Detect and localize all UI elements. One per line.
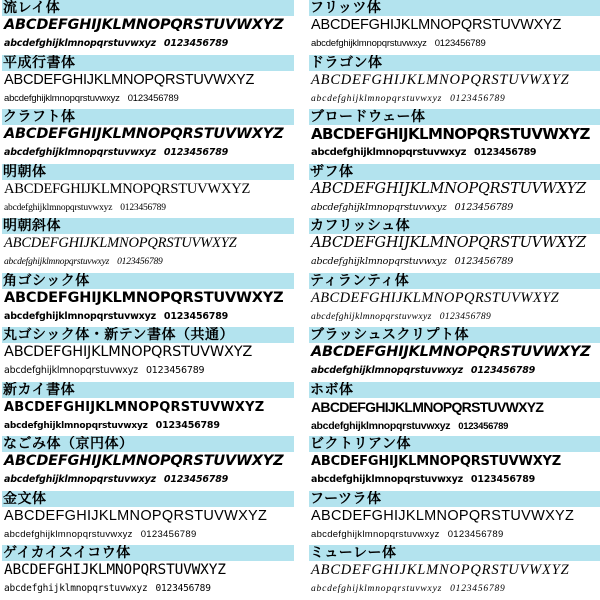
lowercase-sample: abcdefghijklmnopqrstuvwxyz: [4, 474, 156, 485]
lowercase-sample-line: [309, 144, 600, 162]
font-name-label: 新カイ書体: [2, 382, 294, 398]
lowercase-sample: abcdefghijklmnopqrstuvwxyz: [4, 202, 113, 213]
font-column-right: [309, 0, 600, 600]
font-sample: [309, 382, 600, 437]
font-name-label: クラフト体: [2, 109, 294, 125]
font-sample: [2, 382, 294, 437]
lowercase-sample: abcdefghijklmnopqrstuvwxyz: [4, 92, 120, 104]
lowercase-sample-line: [309, 199, 600, 217]
uppercase-sample: ABCDEFGHIJKLMNOPQRSTUVWXYZ: [311, 180, 586, 197]
lowercase-sample: abcdefghijklmnopqrstuvwxyz: [311, 419, 451, 432]
uppercase-sample: ABCDEFGHIJKLMNOPQRSTUVWXYZ: [311, 562, 570, 578]
font-sample: [309, 164, 600, 219]
lowercase-sample-line: [2, 362, 294, 380]
digits-sample: 0123456789: [163, 147, 229, 158]
digits-sample: 0123456789: [458, 420, 509, 432]
lowercase-sample-line: [2, 144, 294, 162]
font-sample: [309, 491, 600, 546]
lowercase-sample: abcdefghijklmnopqrstuvwxyz: [311, 584, 443, 594]
font-name-label: 角ゴシック体: [2, 273, 294, 289]
digits-sample: 0123456789: [450, 93, 506, 104]
uppercase-sample: ABCDEFGHIJKLMNOPQRSTUVWXYZ: [4, 507, 268, 524]
uppercase-sample: ABCDEFGHIJKLMNOPQRSTUVWXYZ: [4, 235, 237, 251]
uppercase-sample: ABCDEFGHIJKLMNOPQRSTUVWXYZ: [311, 125, 590, 143]
lowercase-sample: abcdefghijklmnopqrstuvwxyz: [4, 420, 148, 431]
lowercase-sample-line: [2, 526, 294, 544]
digits-sample: 0123456789: [474, 147, 537, 158]
lowercase-sample: abcdefghijklmnopqrstuvwxyz: [4, 528, 133, 540]
lowercase-sample-line: [2, 580, 294, 598]
digits-sample: 0123456789: [470, 474, 536, 485]
uppercase-sample: ABCDEFGHIJKLMNOPQRSTUVWXYZ: [4, 344, 253, 360]
lowercase-sample: abcdefghijklmnopqrstuvwxyz: [4, 38, 156, 49]
font-sample: [309, 109, 600, 164]
font-name-label: ホボ体: [309, 382, 600, 398]
font-sample: [2, 109, 294, 164]
font-name-label: カフリッシュ体: [309, 218, 600, 234]
lowercase-sample-line: [2, 253, 294, 271]
lowercase-sample: abcdefghijklmnopqrstuvwxyz: [311, 528, 440, 540]
uppercase-sample: ABCDEFGHIJKLMNOPQRSTUVWXYZ: [4, 71, 255, 88]
digits-sample: 0123456789: [145, 365, 205, 376]
digits-sample: 0123456789: [155, 583, 211, 594]
font-sample: [2, 545, 294, 600]
font-sample: [2, 436, 294, 491]
lowercase-sample-line: [309, 308, 600, 326]
font-name-label: ビクトリアン体: [309, 436, 600, 452]
digits-sample: 0123456789: [117, 257, 163, 267]
digits-sample: 0123456789: [163, 310, 229, 322]
lowercase-sample: abcdefghijklmnopqrstuvwxyz: [311, 201, 447, 213]
digits-sample: 0123456789: [450, 584, 506, 594]
digits-sample: 0123456789: [140, 528, 197, 540]
uppercase-sample: ABCDEFGHIJKLMNOPQRSTUVWXYZ: [4, 180, 251, 197]
lowercase-sample: abcdefghijklmnopqrstuvwxyz: [311, 256, 447, 267]
lowercase-sample: abcdefghijklmnopqrstuvwxyz: [311, 311, 432, 322]
digits-sample: 0123456789: [470, 365, 536, 376]
lowercase-sample: abcdefghijklmnopqrstuvwxyz: [311, 38, 427, 49]
digits-sample: 0123456789: [447, 528, 504, 540]
font-sample: [309, 273, 600, 328]
lowercase-sample-line: [309, 526, 600, 544]
uppercase-sample: ABCDEFGHIJKLMNOPQRSTUVWXYZ: [311, 507, 575, 524]
lowercase-sample-line: [309, 90, 600, 108]
font-name-label: ブロードウェー体: [309, 109, 600, 125]
font-sample: [309, 327, 600, 382]
font-sample: [309, 55, 600, 110]
font-sample: [2, 55, 294, 110]
font-sample: [2, 0, 294, 55]
digits-sample: 0123456789: [127, 92, 179, 104]
lowercase-sample-line: [2, 417, 294, 435]
lowercase-sample: abcdefghijklmnopqrstuvwxyz: [311, 365, 463, 376]
font-name-label: ブラッシュスクリプト体: [309, 327, 600, 343]
font-name-label: 丸ゴシック体・新テン書体（共通）: [2, 327, 294, 343]
lowercase-sample: abcdefghijklmnopqrstuvwxyz: [4, 365, 138, 376]
font-name-label: なごみ体（京円体）: [2, 436, 294, 452]
font-name-label: ミューレー体: [309, 545, 600, 561]
font-sample: [2, 164, 294, 219]
digits-sample: 0123456789: [434, 38, 486, 49]
lowercase-sample-line: [2, 90, 294, 108]
font-name-label: ティランティ体: [309, 273, 600, 289]
uppercase-sample: ABCDEFGHIJKLMNOPQRSTUVWXYZ: [311, 454, 561, 469]
uppercase-sample: ABCDEFGHIJKLMNOPQRSTUVWXYZ: [311, 398, 544, 415]
lowercase-sample-line: [309, 362, 600, 380]
font-column-left: [2, 0, 294, 600]
font-name-label: フーツラ体: [309, 491, 600, 507]
lowercase-sample: abcdefghijklmnopqrstuvwxyz: [311, 93, 443, 104]
uppercase-sample: ABCDEFGHIJKLMNOPQRSTUVWXYZ: [4, 289, 284, 306]
uppercase-sample: ABCDEFGHIJKLMNOPQRSTUVWXYZ: [311, 71, 570, 88]
lowercase-sample: abcdefghijklmnopqrstuvwxyz: [4, 257, 110, 267]
uppercase-sample: ABCDEFGHIJKLMNOPQRSTUVWXYZ: [311, 235, 586, 251]
lowercase-sample-line: [309, 471, 600, 489]
font-name-label: ザフ体: [309, 164, 600, 180]
font-name-label: 明朝体: [2, 164, 294, 180]
digits-sample: 0123456789: [155, 419, 220, 431]
lowercase-sample-line: [2, 199, 294, 217]
digits-sample: 0123456789: [439, 311, 492, 322]
font-sample: [2, 327, 294, 382]
lowercase-sample: abcdefghijklmnopqrstuvwxyz: [4, 583, 148, 594]
digits-sample: 0123456789: [454, 201, 514, 213]
digits-sample: 0123456789: [454, 256, 514, 267]
digits-sample: 0123456789: [120, 202, 166, 213]
lowercase-sample: abcdefghijklmnopqrstuvwxyz: [4, 147, 156, 158]
digits-sample: 0123456789: [163, 38, 229, 49]
font-name-label: 金文体: [2, 491, 294, 507]
font-sample: [309, 545, 600, 600]
font-name-label: 明朝斜体: [2, 218, 294, 234]
lowercase-sample-line: [309, 580, 600, 598]
lowercase-sample-line: [309, 253, 600, 271]
digits-sample: 0123456789: [163, 474, 229, 485]
lowercase-sample-line: [309, 35, 600, 53]
uppercase-sample: ABCDEFGHIJKLMNOPQRSTUVWXYZ: [4, 399, 265, 415]
lowercase-sample: abcdefghijklmnopqrstuvwxyz: [311, 474, 463, 485]
uppercase-sample: ABCDEFGHIJKLMNOPQRSTUVWXYZ: [4, 562, 226, 578]
uppercase-sample: ABCDEFGHIJKLMNOPQRSTUVWXYZ: [4, 126, 284, 142]
lowercase-sample-line: [2, 35, 294, 53]
uppercase-sample: ABCDEFGHIJKLMNOPQRSTUVWXYZ: [311, 17, 562, 33]
font-name-label: ドラゴン体: [309, 55, 600, 71]
lowercase-sample-line: [309, 417, 600, 435]
font-sample: [309, 0, 600, 55]
lowercase-sample-line: [2, 308, 294, 326]
font-sample: [2, 273, 294, 328]
uppercase-sample: ABCDEFGHIJKLMNOPQRSTUVWXYZ: [4, 453, 284, 469]
font-sample: [309, 436, 600, 491]
uppercase-sample: ABCDEFGHIJKLMNOPQRSTUVWXYZ: [4, 17, 284, 33]
lowercase-sample: abcdefghijklmnopqrstuvwxyz: [4, 310, 156, 322]
lowercase-sample: abcdefghijklmnopqrstuvwxyz: [311, 147, 466, 158]
font-sample: [309, 218, 600, 273]
font-name-label: 平成行書体: [2, 55, 294, 71]
uppercase-sample: ABCDEFGHIJKLMNOPQRSTUVWXYZ: [311, 344, 591, 360]
font-sample: [2, 218, 294, 273]
font-name-label: 流レイ体: [2, 0, 294, 16]
font-name-label: ゲイカイスイコウ体: [2, 545, 294, 561]
uppercase-sample: ABCDEFGHIJKLMNOPQRSTUVWXYZ: [311, 289, 560, 306]
lowercase-sample-line: [2, 471, 294, 489]
font-sample: [2, 491, 294, 546]
font-name-label: フリッツ体: [309, 0, 600, 16]
